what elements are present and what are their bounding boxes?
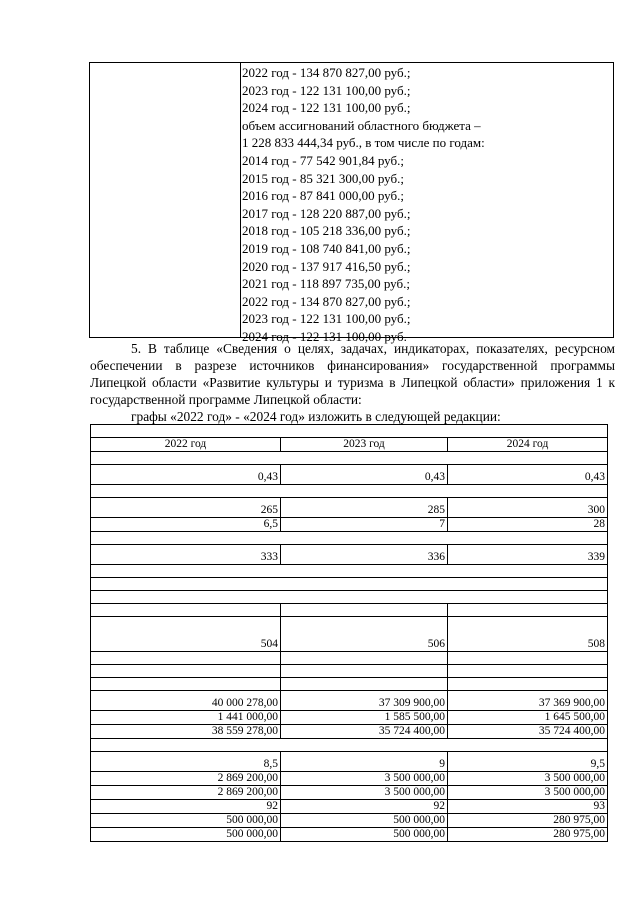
text-line: 2024 год - 122 131 100,00 руб. [242, 328, 407, 344]
table-cell: 40 000 278,00 [91, 691, 281, 711]
text-line: 2022 год - 134 870 827,00 руб.; [242, 293, 411, 309]
text-line: 1 228 833 444,34 руб., в том числе по годам: [242, 135, 485, 151]
table-cell: 35 724 400,00 [281, 725, 448, 739]
table-cell: 35 724 400,00 [448, 725, 608, 739]
table-row [91, 814, 608, 828]
table-cell: 0,43 [448, 465, 608, 485]
table-cell: 506 [281, 617, 448, 652]
paragraph-text: 5. В таблице «Сведения о целях, задачах, индикаторах, показателях, ресурсном обеспечении в разрезе источников финансирования» государственной программы Липецкой области «Развитие культуры и туризма в Липецкой области» приложения 1 к государственной программе Липецкой области: [90, 341, 615, 407]
table-cell: 0,43 [281, 465, 448, 485]
values-table [90, 424, 608, 842]
text-line: 2023 год - 122 131 100,00 руб.; [242, 82, 411, 98]
table-cell: 500 000,00 [281, 814, 448, 828]
table-cell: 92 [281, 800, 448, 814]
table-cell: 3 500 000,00 [281, 786, 448, 800]
table-row [91, 425, 608, 438]
text-line: 2015 год - 85 321 300,00 руб.; [242, 170, 404, 186]
text-line: 2019 год - 108 740 841,00 руб.; [242, 240, 411, 256]
table-cell: 7 [281, 518, 448, 532]
table-row [91, 786, 608, 800]
table-row [91, 591, 608, 604]
table-cell: 504 [91, 617, 281, 652]
table-row [91, 772, 608, 786]
table-cell: 3 500 000,00 [448, 772, 608, 786]
table-row [91, 652, 608, 665]
table-row [91, 800, 608, 814]
column-header: 2024 год [448, 438, 608, 452]
table-cell: 300 [448, 498, 608, 518]
table-cell: 265 [91, 498, 281, 518]
table-row [91, 518, 608, 532]
table-row [91, 545, 608, 565]
column-header: 2022 год [91, 438, 281, 452]
table-row [91, 604, 608, 617]
table-cell: 336 [281, 545, 448, 565]
table-cell: 333 [91, 545, 281, 565]
table-row [91, 739, 608, 752]
table-cell: 2 869 200,00 [91, 786, 281, 800]
table-header-row [91, 438, 608, 452]
table-cell: 37 309 900,00 [281, 691, 448, 711]
table-cell: 9 [281, 752, 448, 772]
table-row [91, 485, 608, 498]
table-cell: 280 975,00 [448, 828, 608, 842]
table-cell: 8,5 [91, 752, 281, 772]
text-line: 2021 год - 118 897 735,00 руб.; [242, 276, 410, 292]
text-line: 2024 год - 122 131 100,00 руб.; [242, 100, 411, 116]
table-cell: 1 585 500,00 [281, 711, 448, 725]
text-line: 2022 год - 134 870 827,00 руб.; [242, 65, 411, 80]
table-row [91, 465, 608, 485]
top-table-right-cell [242, 64, 612, 346]
table-cell: 280 975,00 [448, 814, 608, 828]
paragraph-text: графы «2022 год» - «2024 год» изложить в следующей редакции: [131, 409, 501, 424]
table-cell: 0,43 [91, 465, 281, 485]
table-cell: 38 559 278,00 [91, 725, 281, 739]
top-table-left-cell [90, 63, 241, 337]
body-paragraph [90, 340, 615, 425]
table-row [91, 498, 608, 518]
table-row [91, 452, 608, 465]
top-table [89, 62, 614, 344]
table-cell: 2 869 200,00 [91, 772, 281, 786]
table-cell: 6,5 [91, 518, 281, 532]
table-cell: 37 369 900,00 [448, 691, 608, 711]
text-line: объем ассигнований областного бюджета – [242, 117, 481, 133]
table-cell: 1 441 000,00 [91, 711, 281, 725]
table-cell: 500 000,00 [91, 828, 281, 842]
column-header: 2023 год [281, 438, 448, 452]
table-row [91, 752, 608, 772]
table-cell: 92 [91, 800, 281, 814]
table-cell: 508 [448, 617, 608, 652]
table-cell: 500 000,00 [281, 828, 448, 842]
table-cell: 3 500 000,00 [281, 772, 448, 786]
table-row [91, 565, 608, 578]
table-row [91, 578, 608, 591]
text-line: 2014 год - 77 542 901,84 руб.; [242, 152, 404, 168]
table-cell: 28 [448, 518, 608, 532]
table-row [91, 711, 608, 725]
table-row [91, 678, 608, 691]
text-line: 2018 год - 105 218 336,00 руб.; [242, 223, 411, 239]
table-cell: 500 000,00 [91, 814, 281, 828]
text-line: 2017 год - 128 220 887,00 руб.; [242, 205, 411, 221]
table-cell: 339 [448, 545, 608, 565]
text-line: 2016 год - 87 841 000,00 руб.; [242, 188, 404, 204]
text-line: 2023 год - 122 131 100,00 руб.; [242, 311, 411, 327]
table-row [91, 725, 608, 739]
table-row [91, 691, 608, 711]
table-cell: 1 645 500,00 [448, 711, 608, 725]
table-cell: 285 [281, 498, 448, 518]
text-line: 2020 год - 137 917 416,50 руб.; [242, 258, 411, 274]
table-row [91, 617, 608, 652]
table-row [91, 532, 608, 545]
table-cell: 3 500 000,00 [448, 786, 608, 800]
table-row [91, 665, 608, 678]
table-cell: 93 [448, 800, 608, 814]
table-row [91, 828, 608, 842]
table-cell: 9,5 [448, 752, 608, 772]
